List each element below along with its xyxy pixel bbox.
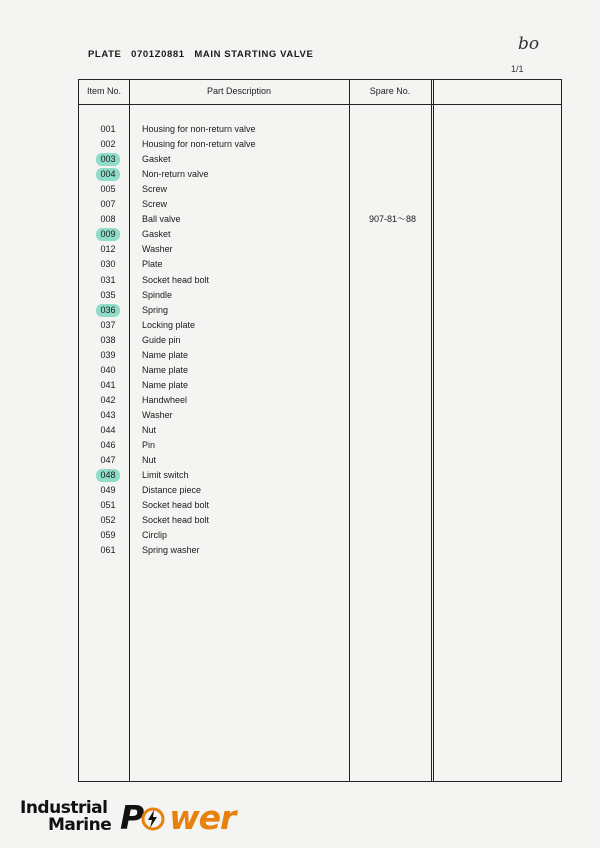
item-number-cell (93, 122, 123, 137)
item-number-cell (93, 408, 123, 423)
item-number-cell (93, 227, 123, 242)
item-number-cell (93, 483, 123, 498)
table-row (79, 288, 559, 303)
col-header-part-description: Part Description (206, 86, 272, 96)
item-number: 047 (100, 455, 116, 466)
item-number: 059 (100, 530, 116, 541)
part-description-cell: Name plate (142, 349, 189, 360)
part-description-cell: Name plate (142, 364, 189, 375)
part-description-cell: Socket head bolt (142, 515, 210, 526)
item-number: 005 (100, 184, 116, 195)
part-description-cell: Plate (142, 259, 163, 270)
item-number-cell (93, 288, 123, 303)
table-row (79, 212, 559, 227)
item-number-cell (93, 303, 123, 318)
page-header (88, 49, 313, 60)
part-description-cell: Circlip (142, 530, 168, 541)
item-number-cell (93, 378, 123, 393)
plate-number: 0701Z0881 (131, 49, 185, 60)
highlighted-item-number: 009 (96, 228, 119, 241)
table-row (79, 122, 559, 137)
table-row (79, 257, 559, 272)
part-description-cell: Pin (142, 440, 156, 451)
part-description-cell: Guide pin (142, 334, 181, 345)
table-row (79, 242, 559, 257)
col-header-item-no: Item No. (86, 86, 121, 96)
part-description-cell: Spring washer (142, 545, 200, 556)
table-row (79, 363, 559, 378)
table-row (79, 468, 559, 483)
part-description-cell: Non-return valve (142, 169, 209, 180)
part-description-cell: Socket head bolt (142, 274, 210, 285)
part-description-cell: Housing for non-return valve (142, 139, 256, 150)
item-number-cell (93, 423, 123, 438)
table-row (79, 182, 559, 197)
part-description-cell: Socket head bolt (142, 500, 210, 511)
item-number-cell (93, 513, 123, 528)
item-number: 012 (100, 244, 116, 255)
table-row (79, 273, 559, 288)
table-row (79, 378, 559, 393)
part-description-cell: Nut (142, 455, 157, 466)
table-row (79, 543, 559, 558)
item-number: 044 (100, 425, 116, 435)
table-row (79, 303, 559, 318)
page-count: 1/1 (511, 64, 524, 74)
table-row (79, 333, 559, 348)
item-number: 046 (100, 440, 116, 451)
item-number-cell (93, 242, 123, 257)
table-row (79, 483, 559, 498)
table-row (79, 438, 559, 453)
table-row (79, 513, 559, 528)
item-number: 038 (100, 334, 116, 345)
table-row (79, 393, 559, 408)
part-description-cell: Washer (142, 409, 173, 420)
part-description-cell: Handwheel (142, 394, 188, 405)
item-number-cell (93, 363, 123, 378)
item-number: 061 (100, 545, 116, 556)
item-number: 042 (100, 394, 116, 405)
item-number: 041 (100, 379, 116, 390)
item-number-cell (93, 348, 123, 363)
part-description-cell: Distance piece (142, 485, 202, 496)
item-number: 035 (100, 289, 116, 300)
item-number-cell (93, 197, 123, 212)
item-number-cell (93, 453, 123, 468)
item-number: 008 (100, 214, 116, 225)
item-number: 049 (100, 485, 116, 496)
item-number-cell (93, 137, 123, 152)
item-number-cell (93, 257, 123, 272)
item-number-cell (93, 182, 123, 197)
item-number: 040 (100, 364, 116, 375)
logo-letter-p: P (120, 798, 144, 837)
table-row (79, 348, 559, 363)
item-number: 051 (100, 500, 116, 511)
table-row (79, 197, 559, 212)
part-description-cell: Spring (142, 304, 169, 315)
item-number-cell (93, 543, 123, 558)
item-number: 031 (100, 274, 116, 285)
item-number-cell (93, 167, 123, 182)
table-row (79, 408, 559, 423)
part-description-cell: Spindle (142, 289, 173, 300)
table-row (79, 167, 559, 182)
item-number-cell (93, 468, 123, 483)
handwritten-note: bo (518, 34, 540, 54)
item-number-cell (93, 438, 123, 453)
logo-line-1: Industrial (20, 798, 108, 818)
table-row (79, 453, 559, 468)
table-row (79, 152, 559, 167)
logo-line-2: Marine (48, 815, 112, 835)
item-number-cell (93, 498, 123, 513)
header-divider (79, 104, 561, 105)
part-description-cell: Locking plate (142, 319, 196, 330)
item-number-cell (93, 393, 123, 408)
part-description-cell: Washer (142, 244, 173, 255)
item-number-cell (93, 212, 123, 227)
item-number-cell (93, 273, 123, 288)
logo-word-rest: wer (169, 798, 236, 837)
item-number: 007 (100, 199, 116, 210)
plate-label: PLATE (88, 49, 122, 60)
item-number: 002 (100, 139, 116, 150)
part-description-cell: Limit switch (142, 470, 189, 481)
part-description-cell: Name plate (142, 379, 189, 390)
item-number: 039 (100, 349, 116, 360)
part-description-cell: Screw (142, 184, 168, 195)
table-row (79, 528, 559, 543)
highlighted-item-number: 004 (96, 168, 119, 181)
page-title: MAIN STARTING VALVE (194, 49, 314, 60)
item-number: 043 (100, 409, 116, 420)
highlighted-item-number: 048 (96, 469, 119, 482)
part-description-cell: Gasket (142, 229, 171, 240)
item-number-cell (93, 333, 123, 348)
parts-table (78, 79, 562, 782)
table-row (79, 423, 559, 438)
table-row (79, 137, 559, 152)
part-description-cell: Gasket (142, 154, 171, 165)
part-description-cell: Housing for non-return valve (142, 124, 256, 134)
item-number-cell (93, 318, 123, 333)
part-description-cell: Ball valve (142, 214, 181, 225)
item-number-cell (93, 152, 123, 167)
table-row (79, 498, 559, 513)
item-number-cell (93, 528, 123, 543)
item-number: 001 (100, 124, 116, 134)
item-number: 052 (100, 515, 116, 526)
highlighted-item-number: 036 (96, 304, 119, 317)
table-row (79, 318, 559, 333)
logo-wordmark (120, 800, 235, 836)
logo-text (20, 800, 111, 834)
col-header-spare-no: Spare No. (369, 86, 411, 96)
highlighted-item-number: 003 (96, 153, 119, 166)
spare-number-cell: 907-81～88 (369, 214, 417, 225)
item-number: 030 (100, 259, 116, 270)
table-row (79, 227, 559, 242)
company-logo (20, 800, 250, 840)
item-number: 037 (100, 319, 116, 330)
part-description-cell: Nut (142, 425, 157, 435)
part-description-cell: Screw (142, 199, 168, 210)
lightning-bolt-icon (141, 807, 165, 831)
